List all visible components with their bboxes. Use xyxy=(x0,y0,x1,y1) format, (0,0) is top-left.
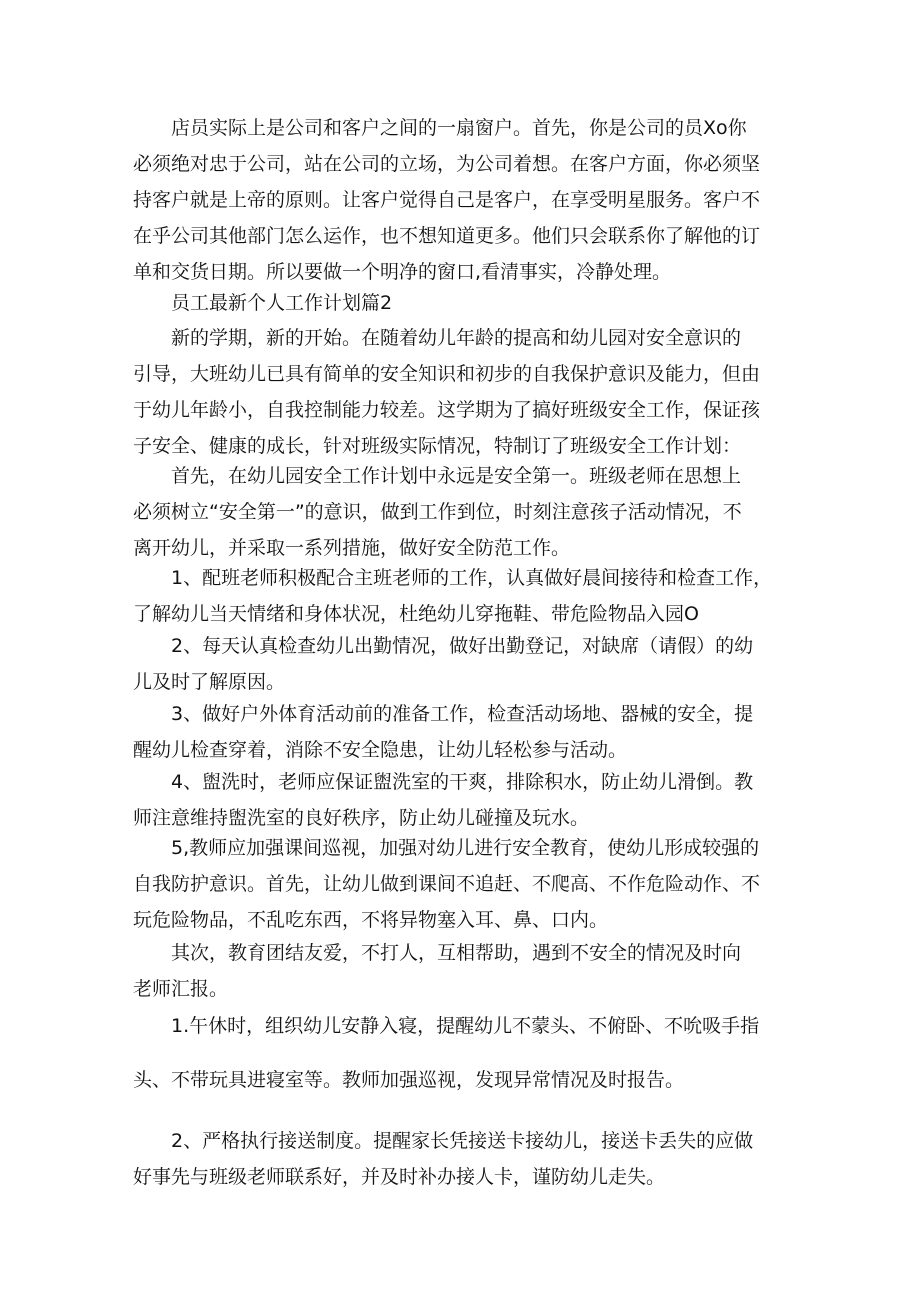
text-line: 好事先与班级老师联系好，并及时补办接人卡，谨防幼儿走失。 xyxy=(133,1166,666,1188)
paragraph-item-4 xyxy=(133,764,793,836)
paragraph-item-3 xyxy=(133,696,793,768)
text-line: 单和交货日期。所以要做一个明净的窗口,看清事实，冷静处理。 xyxy=(133,261,672,283)
section-heading xyxy=(133,285,793,321)
text-line: 首先，在幼儿园安全工作计划中永远是安全第一。班级老师在思想上 xyxy=(133,465,742,487)
text-line: 2、严格执行接送制度。提醒家长凭接送卡接幼儿，接送卡丢失的应做 xyxy=(133,1130,754,1152)
paragraph-item-2 xyxy=(133,628,793,700)
text-line: 子安全、健康的成长，针对班级实际情况，特制订了班级安全工作计划： xyxy=(133,435,742,457)
paragraph-safety-first xyxy=(133,458,793,566)
text-line: 店员实际上是公司和客户之间的一扇窗户。首先，你是公司的员Xo你 xyxy=(133,117,747,139)
text-line: 2、每天认真检查幼儿出勤情况，做好出勤登记，对缺席（请假）的幼 xyxy=(133,635,754,657)
text-line: 3、做好户外体育活动前的准备工作，检查活动场地、器械的安全，提 xyxy=(133,703,754,725)
text-line: 4、盥洗时，老师应保证盥洗室的干爽，排除积水，防止幼儿滑倒。教 xyxy=(133,771,754,793)
text-line: 老师汇报。 xyxy=(133,978,229,1000)
text-line: 师注意维持盥洗室的良好秩序，防止幼儿碰撞及玩水。 xyxy=(133,807,590,829)
text-line: 持客户就是上帝的原则。让客户觉得自己是客户，在享受明星服务。客户不 xyxy=(133,189,761,211)
text-line: 了解幼儿当天情绪和身体状况，杜绝幼儿穿拖鞋、带危险物品入园O xyxy=(133,603,699,625)
text-line: 自我防护意识。首先，让幼儿做到课间不追赶、不爬高、不作危险动作、不 xyxy=(133,873,761,895)
text-line: 新的学期，新的开始。在随着幼儿年龄的提高和幼儿园对安全意识的 xyxy=(133,327,742,349)
heading-line: 员工最新个人工作计划篇2 xyxy=(133,292,393,314)
text-line: 在乎公司其他部门怎么运作，也不想知道更多。他们只会联系你了解他的订 xyxy=(133,225,761,247)
paragraph-item-1 xyxy=(133,560,793,632)
text-line: 1.午休时，组织幼儿安静入寝，提醒幼儿不蒙头、不俯卧、不吮吸手指 xyxy=(133,1015,760,1037)
text-line: 头、不带玩具进寝室等。教师加强巡视，发现异常情况及时报告。 xyxy=(133,1069,685,1091)
paragraph-store-clerk xyxy=(133,110,793,290)
text-line: 引导，大班幼儿已具有简单的安全知识和初步的自我保护意识及能力，但由 xyxy=(133,363,761,385)
text-line: 1、配班老师积极配合主班老师的工作，认真做好晨间接待和检查工作， xyxy=(133,567,773,589)
text-line: 于幼儿年龄小，自我控制能力较差。这学期为了搞好班级安全工作，保证孩 xyxy=(133,399,761,421)
text-line: 5,教师应加强课间巡视，加强对幼儿进行安全教育，使幼儿形成较强的 xyxy=(133,837,760,859)
text-line: 醒幼儿检查穿着，消除不安全隐患，让幼儿轻松参与活动。 xyxy=(133,739,628,761)
paragraph-item-5 xyxy=(133,830,793,938)
paragraph-new-semester xyxy=(133,320,793,464)
paragraph-secondly xyxy=(133,935,793,1007)
paragraph-nap-time xyxy=(133,1008,793,1044)
text-line: 必须树立“安全第一”的意识，做到工作到位，时刻注意孩子活动情况，不 xyxy=(133,501,742,523)
text-line: 必须绝对忠于公司，站在公司的立场，为公司着想。在客户方面，你必须坚 xyxy=(133,153,761,175)
text-line: 儿及时了解原因。 xyxy=(133,671,286,693)
text-line: 其次，教育团结友爱，不打人，互相帮助，遇到不安全的情况及时向 xyxy=(133,942,742,964)
paragraph-nap-time-continued xyxy=(133,1062,793,1098)
paragraph-pickup-system xyxy=(133,1123,793,1195)
text-line: 离开幼儿，并采取一系列措施，做好安全防范工作。 xyxy=(133,537,571,559)
text-line: 玩危险物品，不乱吃东西，不将异物塞入耳、鼻、口内。 xyxy=(133,909,609,931)
